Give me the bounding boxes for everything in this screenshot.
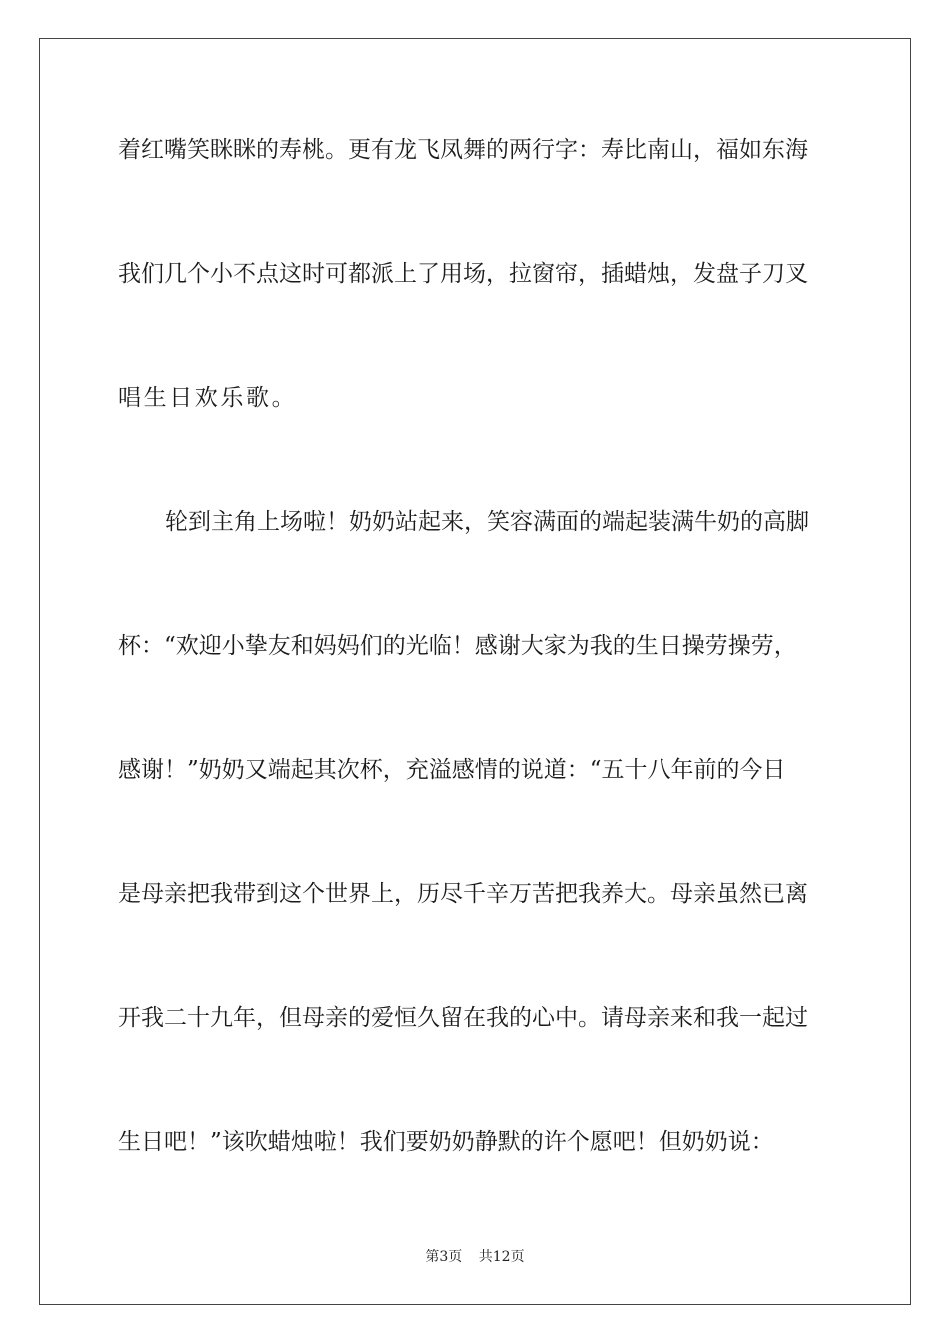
text-line: 开我二十九年，但母亲的爱恒久留在我的心中。请母亲来和我一起过 bbox=[118, 1005, 808, 1031]
text-line: 生日吧！”该吹蜡烛啦！我们要奶奶静默的许个愿吧！但奶奶说： bbox=[118, 1129, 774, 1155]
text-line-indented: 轮到主角上场啦！奶奶站起来，笑容满面的端起装满牛奶的高脚 bbox=[165, 509, 809, 535]
page-footer bbox=[0, 1248, 950, 1266]
text-line: 唱生日欢乐歌。 bbox=[118, 385, 298, 411]
page-number-total: 共12页 bbox=[478, 1249, 525, 1265]
text-line: 杯：“欢迎小挚友和妈妈们的光临！感谢大家为我的生日操劳操劳， bbox=[118, 633, 797, 659]
text-line: 是母亲把我带到这个世界上，历尽千辛万苦把我养大。母亲虽然已离 bbox=[118, 881, 808, 907]
text-line: 我们几个小不点这时可都派上了用场，拉窗帘，插蜡烛，发盘子刀叉 bbox=[118, 261, 808, 287]
text-line: 感谢！”奶奶又端起其次杯，充溢感情的说道：“五十八年前的今日 bbox=[118, 757, 786, 783]
page-number-current: 第3页 bbox=[425, 1249, 463, 1265]
page-frame bbox=[39, 38, 911, 1305]
text-line: 着红嘴笑眯眯的寿桃。更有龙飞凤舞的两行字：寿比南山，福如东海 bbox=[118, 137, 808, 163]
